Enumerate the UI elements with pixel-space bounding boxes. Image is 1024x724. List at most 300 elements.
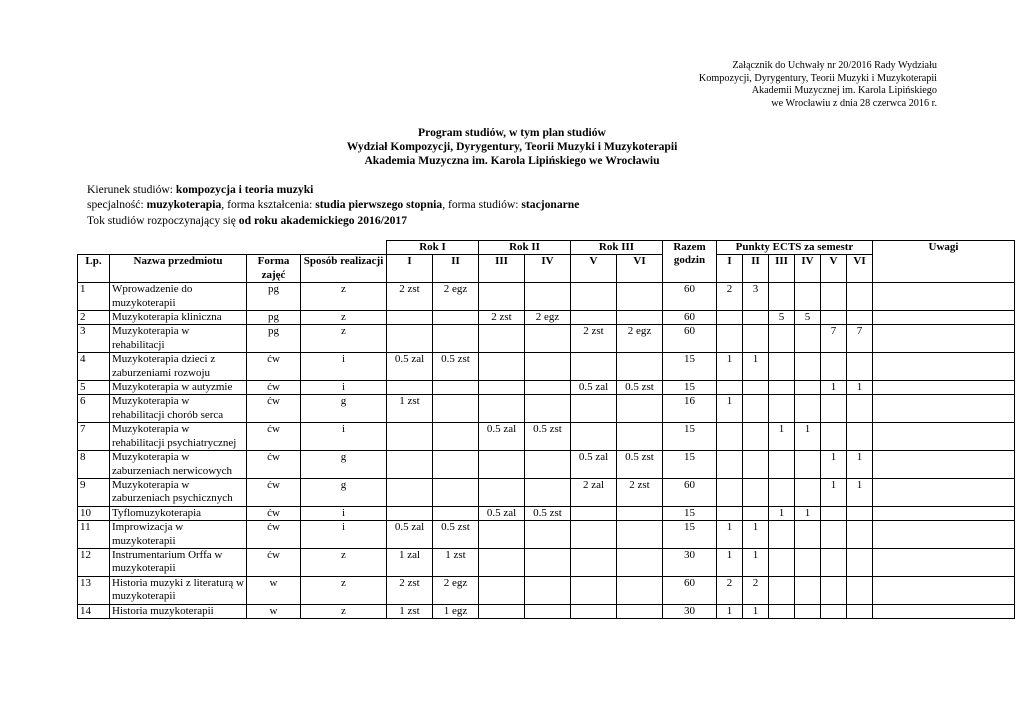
cell-ects bbox=[769, 576, 795, 604]
cell-sem bbox=[387, 325, 433, 353]
cell-sem bbox=[479, 283, 525, 311]
cell-ects: 1 bbox=[717, 353, 743, 381]
header-sem: IV bbox=[525, 255, 571, 283]
cell-sem bbox=[617, 506, 663, 520]
cell-sposob: g bbox=[301, 395, 387, 423]
cell-forma: w bbox=[247, 576, 301, 604]
cell-sem: 0.5 zal bbox=[387, 353, 433, 381]
cell-uwagi bbox=[873, 395, 1015, 423]
table-row bbox=[78, 478, 1015, 506]
cell-sposob: z bbox=[301, 311, 387, 325]
cell-ects bbox=[847, 395, 873, 423]
cell-ects bbox=[821, 506, 847, 520]
specjalnosc-line: specjalność: muzykoterapia, forma kształcenia: studia pierwszego stopnia, forma studiów: stacjonarne bbox=[87, 198, 580, 212]
header-sem: III bbox=[479, 255, 525, 283]
cell-sem: 0.5 zal bbox=[571, 451, 617, 479]
cell-sem: 2 zst bbox=[387, 283, 433, 311]
cell-ects: 1 bbox=[795, 506, 821, 520]
cell-ects bbox=[847, 576, 873, 604]
cell-sem bbox=[571, 311, 617, 325]
cell-ects bbox=[795, 604, 821, 618]
cell-ects: 1 bbox=[743, 548, 769, 576]
cell-ects bbox=[795, 451, 821, 479]
cell-ects bbox=[821, 548, 847, 576]
cell-ects bbox=[847, 521, 873, 549]
cell-ects bbox=[743, 506, 769, 520]
cell-sem bbox=[571, 604, 617, 618]
cell-sem bbox=[525, 283, 571, 311]
cell-sem bbox=[617, 395, 663, 423]
cell-sem bbox=[479, 521, 525, 549]
cell-sem bbox=[433, 381, 479, 395]
cell-sem: 1 egz bbox=[433, 604, 479, 618]
cell-sem: 1 zst bbox=[387, 395, 433, 423]
cell-sem bbox=[433, 395, 479, 423]
cell-forma: ćw bbox=[247, 381, 301, 395]
cell-nazwa: Muzykoterapia w autyzmie bbox=[110, 381, 247, 395]
cell-ects: 1 bbox=[717, 548, 743, 576]
cell-ects bbox=[847, 506, 873, 520]
cell-sem: 0.5 zst bbox=[525, 506, 571, 520]
cell-uwagi bbox=[873, 548, 1015, 576]
cell-nazwa: Muzykoterapia dzieci z zaburzeniami rozwoju bbox=[110, 353, 247, 381]
header-line: we Wrocławiu z dnia 28 czerwca 2016 r. bbox=[771, 97, 937, 109]
cell-razem: 30 bbox=[663, 604, 717, 618]
cell-sem bbox=[433, 506, 479, 520]
cell-sem bbox=[571, 283, 617, 311]
cell-sem bbox=[479, 395, 525, 423]
cell-lp: 4 bbox=[78, 353, 110, 381]
cell-forma: pg bbox=[247, 325, 301, 353]
table-row bbox=[78, 283, 1015, 311]
study-plan-table bbox=[77, 240, 1015, 619]
cell-sem bbox=[571, 423, 617, 451]
cell-ects bbox=[769, 548, 795, 576]
cell-ects bbox=[743, 325, 769, 353]
cell-sem: 2 egz bbox=[433, 283, 479, 311]
cell-razem: 60 bbox=[663, 478, 717, 506]
cell-ects bbox=[847, 283, 873, 311]
header-ects: Punkty ECTS za semestr bbox=[717, 241, 873, 255]
cell-ects bbox=[717, 325, 743, 353]
cell-ects bbox=[795, 576, 821, 604]
cell-lp: 7 bbox=[78, 423, 110, 451]
cell-sposob: z bbox=[301, 548, 387, 576]
header-ects-sem: IV bbox=[795, 255, 821, 283]
cell-nazwa: Muzykoterapia w rehabilitacji psychiatrycznej bbox=[110, 423, 247, 451]
cell-ects bbox=[821, 395, 847, 423]
header-forma: Forma zajęć bbox=[247, 255, 301, 283]
header-line: Akademii Muzycznej im. Karola Lipińskiego bbox=[751, 85, 937, 97]
cell-razem: 60 bbox=[663, 283, 717, 311]
cell-sem: 0.5 zst bbox=[617, 451, 663, 479]
cell-nazwa: Muzykoterapia w rehabilitacji chorób serca bbox=[110, 395, 247, 423]
cell-sem bbox=[571, 506, 617, 520]
cell-ects bbox=[821, 353, 847, 381]
cell-ects bbox=[743, 311, 769, 325]
cell-sem bbox=[479, 576, 525, 604]
cell-ects: 5 bbox=[795, 311, 821, 325]
header-ects-sem: II bbox=[743, 255, 769, 283]
header-sem: VI bbox=[617, 255, 663, 283]
cell-uwagi bbox=[873, 283, 1015, 311]
cell-ects: 2 bbox=[717, 283, 743, 311]
cell-sem: 1 zst bbox=[433, 548, 479, 576]
cell-ects bbox=[847, 423, 873, 451]
cell-ects bbox=[795, 548, 821, 576]
cell-sem bbox=[387, 381, 433, 395]
cell-nazwa: Muzykoterapia w zaburzeniach psychicznych bbox=[110, 478, 247, 506]
cell-sem bbox=[387, 311, 433, 325]
cell-sem bbox=[617, 521, 663, 549]
cell-ects bbox=[743, 478, 769, 506]
cell-ects bbox=[847, 548, 873, 576]
cell-nazwa: Tyflomuzykoterapia bbox=[110, 506, 247, 520]
cell-ects bbox=[769, 395, 795, 423]
cell-ects bbox=[717, 381, 743, 395]
study-metadata bbox=[87, 182, 579, 228]
cell-sem bbox=[525, 395, 571, 423]
cell-ects: 1 bbox=[717, 604, 743, 618]
cell-ects bbox=[795, 521, 821, 549]
cell-nazwa: Improwizacja w muzykoterapii bbox=[110, 521, 247, 549]
header-sem: II bbox=[433, 255, 479, 283]
cell-ects: 1 bbox=[847, 381, 873, 395]
cell-ects: 7 bbox=[821, 325, 847, 353]
cell-ects bbox=[795, 325, 821, 353]
table-row bbox=[78, 506, 1015, 520]
cell-ects bbox=[717, 311, 743, 325]
table-body bbox=[78, 283, 1015, 619]
cell-sem bbox=[525, 353, 571, 381]
cell-ects bbox=[769, 451, 795, 479]
cell-uwagi bbox=[873, 576, 1015, 604]
cell-sem bbox=[479, 478, 525, 506]
table-row bbox=[78, 353, 1015, 381]
cell-sem bbox=[433, 423, 479, 451]
cell-forma: w bbox=[247, 604, 301, 618]
cell-sem bbox=[617, 423, 663, 451]
cell-ects bbox=[795, 478, 821, 506]
header-ects-sem: I bbox=[717, 255, 743, 283]
cell-sem bbox=[479, 604, 525, 618]
cell-ects bbox=[821, 311, 847, 325]
cell-sem: 2 egz bbox=[617, 325, 663, 353]
cell-ects bbox=[821, 423, 847, 451]
cell-sem: 2 zst bbox=[387, 576, 433, 604]
cell-nazwa: Muzykoterapia w rehabilitacji bbox=[110, 325, 247, 353]
cell-ects: 2 bbox=[717, 576, 743, 604]
cell-lp: 9 bbox=[78, 478, 110, 506]
cell-sem bbox=[387, 423, 433, 451]
cell-sposob: g bbox=[301, 451, 387, 479]
header-row-1 bbox=[78, 241, 1015, 255]
cell-sem bbox=[571, 548, 617, 576]
cell-sem bbox=[387, 506, 433, 520]
cell-razem: 16 bbox=[663, 395, 717, 423]
cell-razem: 15 bbox=[663, 353, 717, 381]
cell-ects: 1 bbox=[821, 381, 847, 395]
cell-ects: 1 bbox=[847, 478, 873, 506]
cell-razem: 60 bbox=[663, 311, 717, 325]
cell-ects: 1 bbox=[821, 451, 847, 479]
header-sposob: Sposób realizacji bbox=[301, 255, 387, 283]
title-line: Program studiów, w tym plan studiów bbox=[418, 126, 606, 139]
cell-nazwa: Historia muzykoterapii bbox=[110, 604, 247, 618]
cell-razem: 30 bbox=[663, 548, 717, 576]
cell-sem: 0.5 zst bbox=[433, 353, 479, 381]
cell-sem bbox=[525, 381, 571, 395]
cell-nazwa: Muzykoterapia kliniczna bbox=[110, 311, 247, 325]
cell-sem bbox=[479, 381, 525, 395]
cell-sposob: i bbox=[301, 506, 387, 520]
cell-ects bbox=[821, 283, 847, 311]
cell-sem bbox=[433, 478, 479, 506]
table-row bbox=[78, 576, 1015, 604]
cell-ects: 1 bbox=[743, 521, 769, 549]
header-sem: V bbox=[571, 255, 617, 283]
cell-uwagi bbox=[873, 506, 1015, 520]
header-line: Załącznik do Uchwały nr 20/2016 Rady Wydziału bbox=[732, 60, 937, 71]
document-header bbox=[699, 60, 937, 110]
table-row bbox=[78, 521, 1015, 549]
table-row bbox=[78, 451, 1015, 479]
cell-ects bbox=[769, 283, 795, 311]
cell-forma: pg bbox=[247, 311, 301, 325]
document-titles bbox=[0, 126, 1024, 168]
cell-forma: ćw bbox=[247, 521, 301, 549]
table-row bbox=[78, 325, 1015, 353]
cell-sem: 0.5 zst bbox=[617, 381, 663, 395]
cell-sem bbox=[479, 325, 525, 353]
cell-sem bbox=[525, 521, 571, 549]
cell-ects bbox=[821, 521, 847, 549]
header-line: Kompozycji, Dyrygentury, Teorii Muzyki i Muzykoterapii bbox=[698, 72, 937, 84]
cell-ects bbox=[847, 353, 873, 381]
cell-uwagi bbox=[873, 604, 1015, 618]
cell-sposob: i bbox=[301, 381, 387, 395]
cell-sposob: z bbox=[301, 325, 387, 353]
cell-ects bbox=[769, 478, 795, 506]
cell-ects: 2 bbox=[743, 576, 769, 604]
header-sem: I bbox=[387, 255, 433, 283]
cell-sem bbox=[479, 451, 525, 479]
cell-sposob: z bbox=[301, 283, 387, 311]
cell-nazwa: Muzykoterapia w zaburzeniach nerwicowych bbox=[110, 451, 247, 479]
cell-forma: ćw bbox=[247, 548, 301, 576]
cell-ects bbox=[743, 395, 769, 423]
cell-ects: 3 bbox=[743, 283, 769, 311]
cell-lp: 12 bbox=[78, 548, 110, 576]
cell-sem bbox=[387, 478, 433, 506]
table-row bbox=[78, 381, 1015, 395]
cell-sem bbox=[617, 576, 663, 604]
cell-ects: 1 bbox=[743, 353, 769, 381]
header-razem: Razem godzin bbox=[663, 241, 717, 283]
cell-ects bbox=[795, 395, 821, 423]
cell-sem: 0.5 zal bbox=[387, 521, 433, 549]
tok-line: Tok studiów rozpoczynający się od roku akademickiego 2016/2017 bbox=[87, 213, 408, 227]
cell-sem bbox=[617, 604, 663, 618]
cell-forma: ćw bbox=[247, 451, 301, 479]
cell-sem bbox=[433, 325, 479, 353]
table-row bbox=[78, 604, 1015, 618]
cell-razem: 60 bbox=[663, 325, 717, 353]
cell-sposob: i bbox=[301, 423, 387, 451]
cell-lp: 11 bbox=[78, 521, 110, 549]
cell-sem bbox=[525, 604, 571, 618]
cell-ects bbox=[769, 353, 795, 381]
header-ects-sem: V bbox=[821, 255, 847, 283]
cell-nazwa: Historia muzyki z literaturą w muzykoterapii bbox=[110, 576, 247, 604]
cell-lp: 8 bbox=[78, 451, 110, 479]
cell-ects: 1 bbox=[743, 604, 769, 618]
cell-lp: 6 bbox=[78, 395, 110, 423]
cell-uwagi bbox=[873, 381, 1015, 395]
cell-sposob: i bbox=[301, 521, 387, 549]
cell-ects bbox=[717, 423, 743, 451]
cell-ects: 1 bbox=[847, 451, 873, 479]
header-rok3: Rok III bbox=[571, 241, 663, 255]
cell-sposob: i bbox=[301, 353, 387, 381]
cell-uwagi bbox=[873, 478, 1015, 506]
cell-sem: 2 zal bbox=[571, 478, 617, 506]
cell-sem bbox=[525, 325, 571, 353]
cell-forma: ćw bbox=[247, 353, 301, 381]
cell-sem bbox=[571, 353, 617, 381]
cell-forma: ćw bbox=[247, 478, 301, 506]
table-row bbox=[78, 423, 1015, 451]
header-rok1: Rok I bbox=[387, 241, 479, 255]
header-ects-sem: III bbox=[769, 255, 795, 283]
table-row bbox=[78, 395, 1015, 423]
cell-ects: 1 bbox=[821, 478, 847, 506]
cell-ects bbox=[795, 283, 821, 311]
cell-lp: 1 bbox=[78, 283, 110, 311]
header-nazwa: Nazwa przedmiotu bbox=[110, 255, 247, 283]
cell-sem: 2 egz bbox=[525, 311, 571, 325]
cell-sem bbox=[525, 478, 571, 506]
cell-sem bbox=[433, 451, 479, 479]
cell-sem bbox=[571, 521, 617, 549]
cell-sem bbox=[433, 311, 479, 325]
title-line: Akademia Muzyczna im. Karola Lipińskiego we Wrocławiu bbox=[364, 154, 660, 167]
cell-sem bbox=[525, 451, 571, 479]
header-spacer bbox=[78, 241, 387, 255]
cell-ects bbox=[795, 381, 821, 395]
cell-lp: 10 bbox=[78, 506, 110, 520]
cell-uwagi bbox=[873, 521, 1015, 549]
cell-sem: 1 zal bbox=[387, 548, 433, 576]
cell-sem: 2 zst bbox=[617, 478, 663, 506]
cell-lp: 3 bbox=[78, 325, 110, 353]
cell-ects bbox=[769, 604, 795, 618]
header-lp: Lp. bbox=[78, 255, 110, 283]
cell-ects bbox=[769, 381, 795, 395]
cell-sem bbox=[525, 548, 571, 576]
cell-ects bbox=[717, 506, 743, 520]
cell-uwagi bbox=[873, 353, 1015, 381]
cell-sem: 2 egz bbox=[433, 576, 479, 604]
cell-sposob: z bbox=[301, 576, 387, 604]
cell-ects bbox=[847, 604, 873, 618]
cell-sem bbox=[617, 548, 663, 576]
cell-uwagi bbox=[873, 423, 1015, 451]
cell-sem bbox=[617, 311, 663, 325]
cell-ects bbox=[769, 325, 795, 353]
cell-ects bbox=[743, 451, 769, 479]
cell-razem: 15 bbox=[663, 521, 717, 549]
cell-ects bbox=[769, 521, 795, 549]
cell-sem bbox=[387, 451, 433, 479]
cell-sem: 0.5 zal bbox=[571, 381, 617, 395]
cell-ects bbox=[795, 353, 821, 381]
cell-lp: 13 bbox=[78, 576, 110, 604]
header-ects-sem: VI bbox=[847, 255, 873, 283]
cell-razem: 60 bbox=[663, 576, 717, 604]
table-row bbox=[78, 311, 1015, 325]
cell-sem bbox=[571, 395, 617, 423]
cell-nazwa: Wprowadzenie do muzykoterapii bbox=[110, 283, 247, 311]
cell-razem: 15 bbox=[663, 381, 717, 395]
cell-ects bbox=[821, 576, 847, 604]
cell-sem: 0.5 zst bbox=[525, 423, 571, 451]
title-line: Wydział Kompozycji, Dyrygentury, Teorii Muzyki i Muzykoterapii bbox=[346, 140, 678, 153]
cell-sem: 0.5 zst bbox=[433, 521, 479, 549]
cell-razem: 15 bbox=[663, 506, 717, 520]
cell-ects: 1 bbox=[795, 423, 821, 451]
table-row bbox=[78, 548, 1015, 576]
cell-sem: 0.5 zal bbox=[479, 506, 525, 520]
kierunek-line: Kierunek studiów: kompozycja i teoria muzyki bbox=[87, 183, 314, 196]
cell-forma: ćw bbox=[247, 423, 301, 451]
cell-forma: ćw bbox=[247, 506, 301, 520]
cell-uwagi bbox=[873, 451, 1015, 479]
cell-sem bbox=[479, 548, 525, 576]
cell-sem bbox=[617, 283, 663, 311]
cell-sem: 2 zst bbox=[571, 325, 617, 353]
cell-forma: pg bbox=[247, 283, 301, 311]
cell-ects: 1 bbox=[769, 506, 795, 520]
cell-razem: 15 bbox=[663, 451, 717, 479]
cell-sem bbox=[525, 576, 571, 604]
cell-razem: 15 bbox=[663, 423, 717, 451]
cell-ects bbox=[743, 423, 769, 451]
cell-ects bbox=[847, 311, 873, 325]
cell-ects bbox=[717, 478, 743, 506]
cell-sposob: z bbox=[301, 604, 387, 618]
cell-forma: ćw bbox=[247, 395, 301, 423]
cell-sem bbox=[479, 353, 525, 381]
cell-ects bbox=[821, 604, 847, 618]
header-uwagi: Uwagi bbox=[873, 241, 1015, 283]
cell-lp: 2 bbox=[78, 311, 110, 325]
cell-ects: 1 bbox=[717, 395, 743, 423]
cell-sem bbox=[571, 576, 617, 604]
cell-ects: 5 bbox=[769, 311, 795, 325]
cell-uwagi bbox=[873, 311, 1015, 325]
cell-nazwa: Instrumentarium Orffa w muzykoterapii bbox=[110, 548, 247, 576]
cell-uwagi bbox=[873, 325, 1015, 353]
cell-sem: 2 zst bbox=[479, 311, 525, 325]
cell-ects bbox=[717, 451, 743, 479]
cell-lp: 5 bbox=[78, 381, 110, 395]
cell-ects: 7 bbox=[847, 325, 873, 353]
cell-sposob: g bbox=[301, 478, 387, 506]
header-rok2: Rok II bbox=[479, 241, 571, 255]
cell-ects bbox=[743, 381, 769, 395]
cell-ects: 1 bbox=[717, 521, 743, 549]
